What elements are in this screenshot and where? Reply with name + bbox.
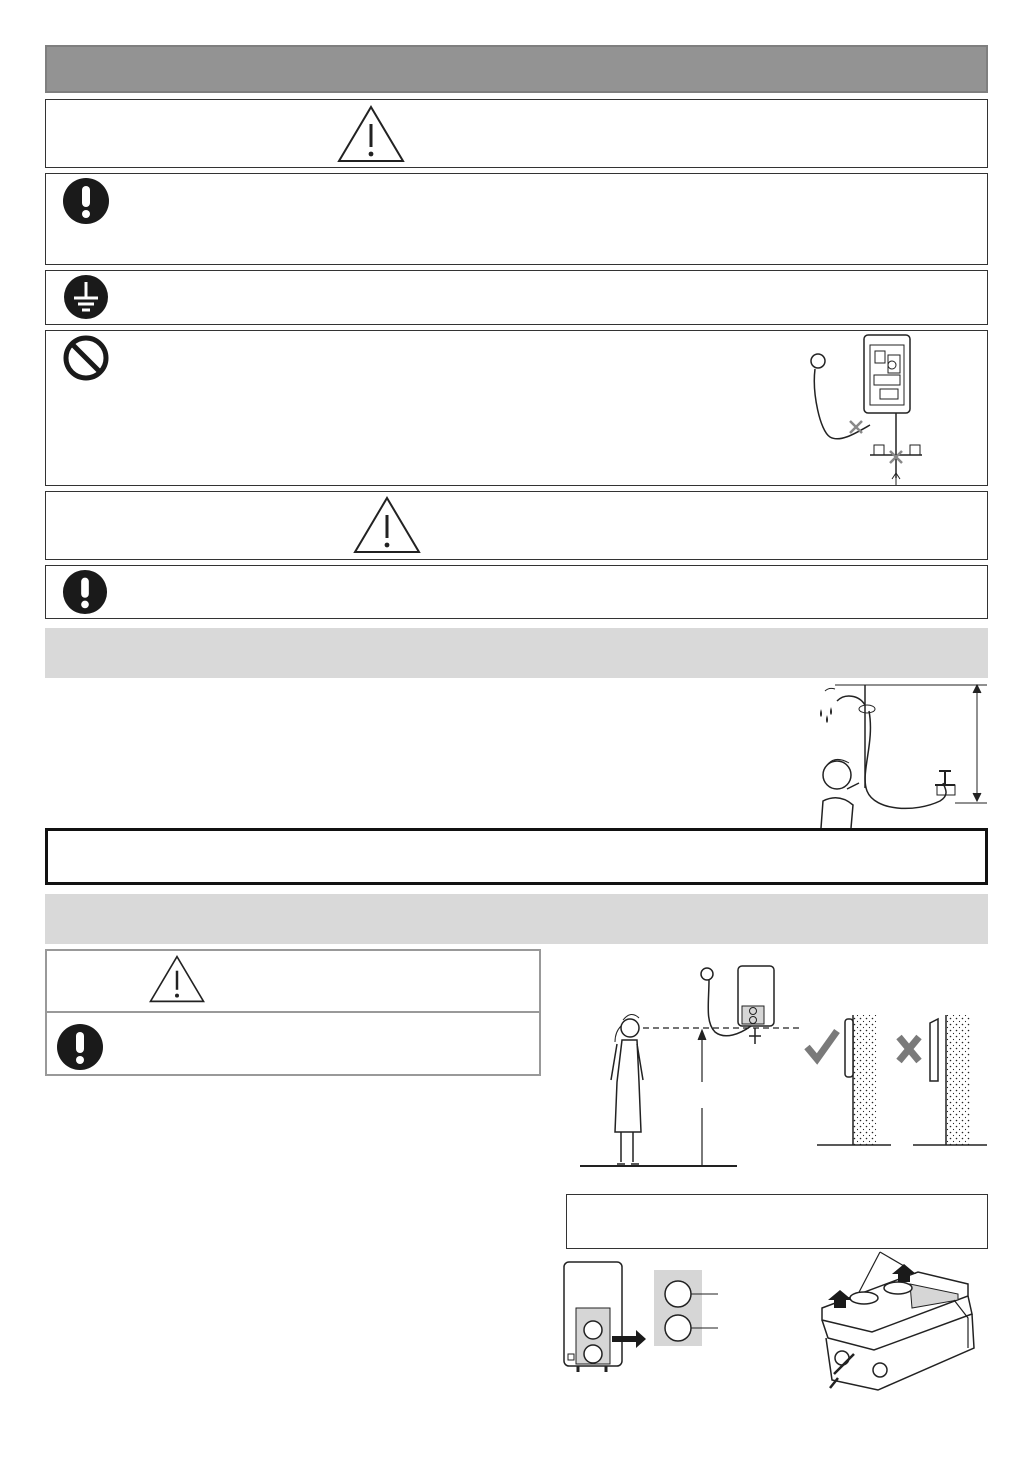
warning-triangle-icon — [336, 104, 406, 164]
grounding-instruction-box — [45, 270, 988, 325]
prohibition-icon — [62, 334, 110, 382]
cross-mark-icon — [899, 1037, 919, 1061]
warning-triangle-icon — [352, 495, 422, 555]
mandatory-exclamation-icon — [62, 569, 108, 615]
mounting-height-illustration — [575, 962, 805, 1172]
divider — [47, 1011, 539, 1013]
knob-note-box — [566, 1194, 988, 1249]
warning-triangle-icon — [148, 953, 206, 1005]
heater-valve-illustration — [800, 333, 930, 485]
warning-title-box — [45, 99, 988, 168]
earth-ground-icon — [63, 274, 109, 320]
knob-removal-illustration — [818, 1248, 983, 1403]
section-header-bar — [45, 894, 988, 944]
mandatory-instruction-box — [45, 173, 988, 265]
mandatory-exclamation-icon — [56, 1023, 104, 1071]
mandatory-exclamation-icon — [62, 177, 110, 225]
heater-knob-panel-illustration — [560, 1258, 740, 1373]
caution-title-box — [45, 491, 988, 560]
check-mark-icon — [807, 1031, 837, 1059]
wall-mounting-comparison — [805, 1005, 990, 1155]
child-shower-illustration — [805, 683, 995, 828]
note-box — [45, 828, 988, 885]
section-header-bar — [45, 45, 988, 93]
section-header-bar — [45, 628, 988, 678]
caution-mandatory-box — [45, 565, 988, 619]
